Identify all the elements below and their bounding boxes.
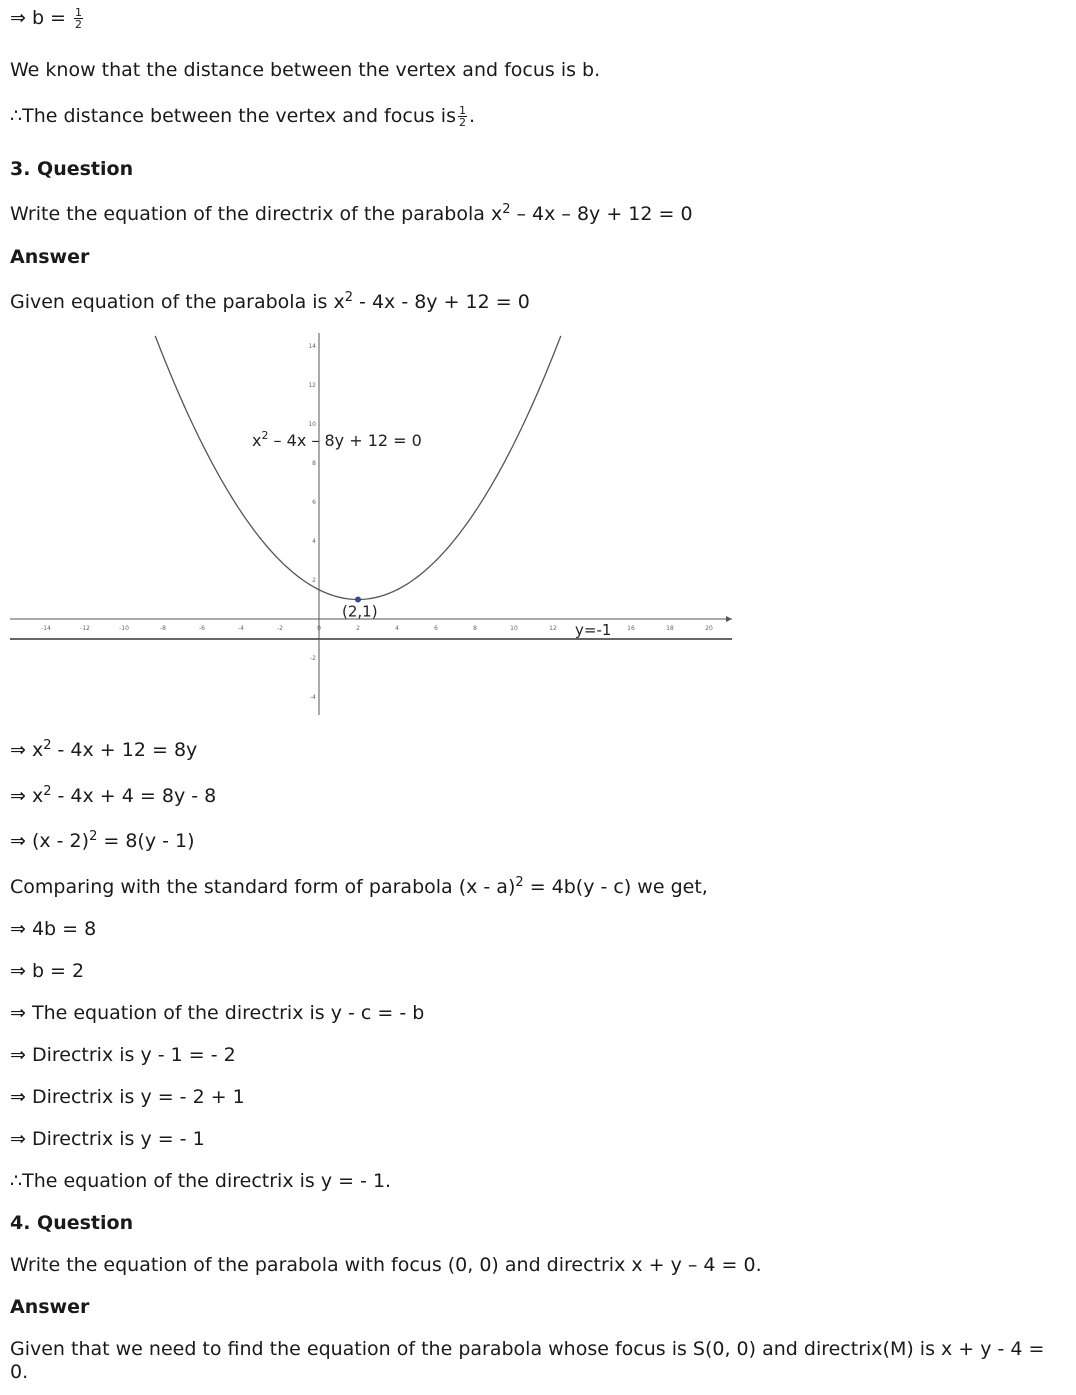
question-3-text: Write the equation of the directrix of the parabola $x^2 - 4x - 8y + 12 = 0$ [10,202,693,225]
x-tick-label: 12 [549,625,557,632]
x-tick-label: 0 [317,625,321,632]
x-tick-label: -2 [277,625,283,632]
y-tick-label: -2 [310,655,316,662]
question-3-heading: 3. Question [10,158,134,180]
distance-conclusion: ∴The distance between the vertex and focus is $\frac{1}{2}$ . [10,104,476,129]
parabola-graph [0,325,750,725]
question-4-text: Write the equation of the parabola with focus (0, 0) and directrix x + y – 4 = 0. [10,1254,762,1276]
x-axis-arrow [726,616,732,622]
step-2: ⇒ $x^2 - 4x + 4 = 8y - 8$ [10,784,217,807]
equation-label: $x^2 - 4x - 8y + 12 = 0$ [252,429,422,450]
y-tick-label: 6 [312,499,316,506]
y-tick-label: 12 [308,382,316,389]
x-tick-label: -4 [238,625,244,632]
fraction: $\frac{1}{2}$ [75,6,83,31]
given-line-2: 0. [10,1361,29,1383]
vertex-label: (2,1) [342,602,378,621]
y-tick-label: 4 [312,538,316,545]
x-tick-labels [41,625,713,632]
step-8: ⇒ Directrix is y = - 2 + 1 [10,1086,245,1108]
know-line: We know that the distance between the vertex and focus is b. [10,59,601,81]
y-tick-label: 10 [308,421,316,428]
x-tick-label: 18 [666,625,674,632]
answer-label: Answer [10,246,90,268]
x-tick-label: -8 [160,625,166,632]
x-tick-label: -14 [41,625,51,632]
x-tick-label: 20 [705,625,713,632]
directrix-conclusion: ∴The equation of the directrix is y = - 1. [10,1170,392,1192]
question-4-heading: 4. Question [10,1212,134,1234]
y-tick-labels [308,343,316,701]
step-7: ⇒ Directrix is y - 1 = - 2 [10,1044,236,1066]
x-tick-label: 2 [356,625,360,632]
x-tick-label: -12 [80,625,90,632]
x-tick-label: 16 [627,625,635,632]
y-tick-label: 2 [312,577,316,584]
x-tick-label: 8 [473,625,477,632]
answer-label-4: Answer [10,1296,90,1318]
x-tick-label: -10 [119,625,129,632]
fraction: $\frac{1}{2}$ [458,104,466,129]
x-tick-label: 6 [434,625,438,632]
parabola-curve [155,336,561,600]
x-tick-label: 4 [395,625,399,632]
given-line-1: Given that we need to find the equation of the parabola whose focus is S(0, 0) and directrix(M) is x + y - 4 = [10,1338,1045,1360]
y-tick-label: 14 [308,343,316,350]
b-equals-half: ⇒ b = $\frac{1}{2}$ [10,6,83,31]
step-5: ⇒ b = 2 [10,960,85,982]
x-tick-label: -6 [199,625,205,632]
step-4: ⇒ 4b = 8 [10,918,97,940]
step-1: ⇒ $x^2 - 4x + 12 = 8y$ [10,738,198,761]
y-tick-label: 8 [312,460,316,467]
step-3: ⇒ (x - 2)$^2$ = 8(y - 1) [10,829,195,852]
comparison-line: Comparing with the standard form of parabola (x - a)$^2$ = 4b(y - c) we get, [10,875,708,898]
x-tick-label: 10 [510,625,518,632]
y-tick-label: -4 [310,694,316,701]
step-9: ⇒ Directrix is y = - 1 [10,1128,205,1150]
step-6: ⇒ The equation of the directrix is y - c = - b [10,1002,425,1024]
directrix-label: y=-1 [575,621,612,639]
given-equation: Given equation of the parabola is $x^2 - 4x - 8y + 12 = 0$ [10,290,530,313]
